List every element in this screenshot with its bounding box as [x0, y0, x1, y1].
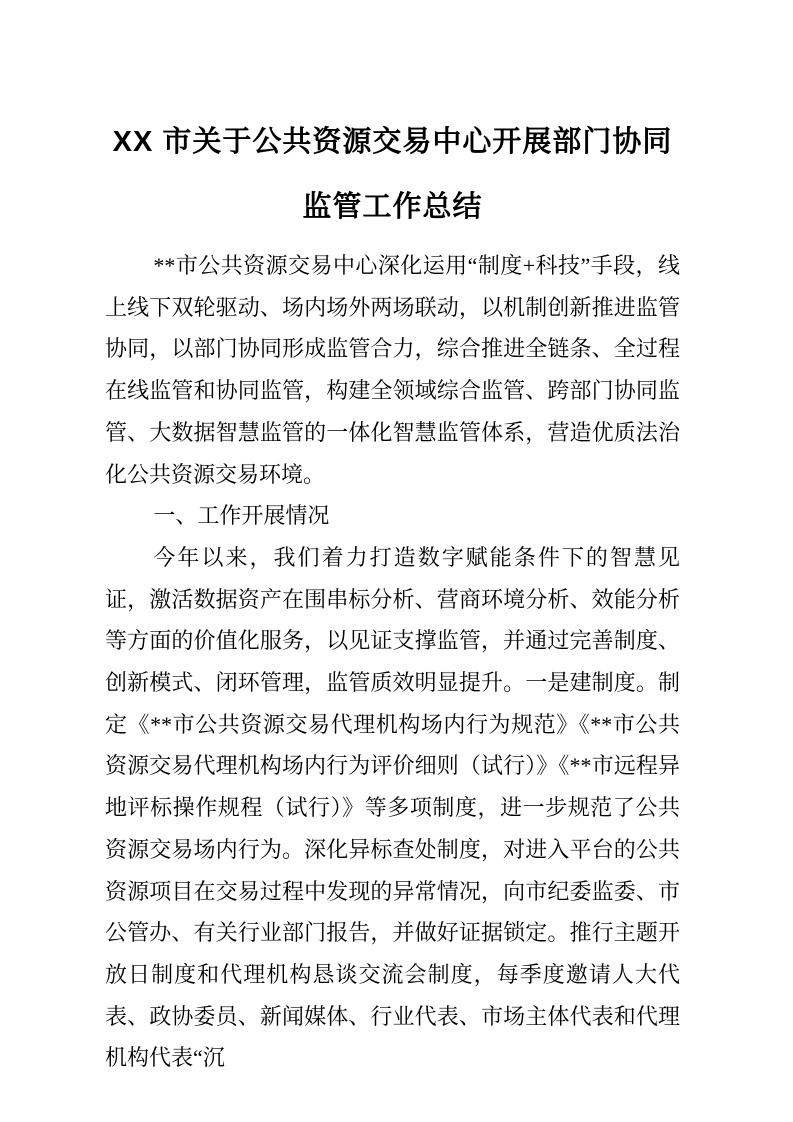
document-title-line-2: 监管工作总结: [302, 191, 483, 223]
document-title: [105, 110, 680, 240]
section-heading-1: 一、工作开展情况: [153, 503, 330, 529]
section-1-paragraph: 今年以来，我们着力打造数字赋能条件下的智慧见证，激活数据资产在围串标分析、营商环境分析、效能分析等方面的价值化服务，以见证支撑监管，并通过完善制度、创新模式、闭环管理，监管质效明显提升。一是建制度。制定《**市公共资源交易代理机构场内行为规范》《**市公共资源交易代理机构场内行为评价细则（试行）》《**市远程异地评标操作规程（试行）》等多项制度，进一步规范了公共资源交易场内行为。深化异标查处制度，对进入平台的公共资源项目在交易过程中发现的异常情况，向市纪委监委、市公管办、有关行业部门报告，并做好证据锁定。推行主题开放日制度和代理机构恳谈交流会制度，每季度邀请人大代表、政协委员、新闻媒体、行业代表、市场主体代表和代理机构代表“沉: [105, 544, 680, 1071]
intro-paragraph: **市公共资源交易中心深化运用“制度+科技”手段，线上线下双轮驱动、场内场外两场联动，以机制创新推进监管协同，以部门协同形成监管合力，综合推进全链条、全过程在线监管和协同监管，构建全领域综合监管、跨部门协同监管、大数据智慧监管的一体化智慧监管体系，营造优质法治化公共资源交易环境。: [105, 253, 680, 487]
document-body: [105, 245, 680, 1079]
document-title-line-1: XX 市关于公共资源交易中心开展部门协同: [112, 126, 673, 158]
